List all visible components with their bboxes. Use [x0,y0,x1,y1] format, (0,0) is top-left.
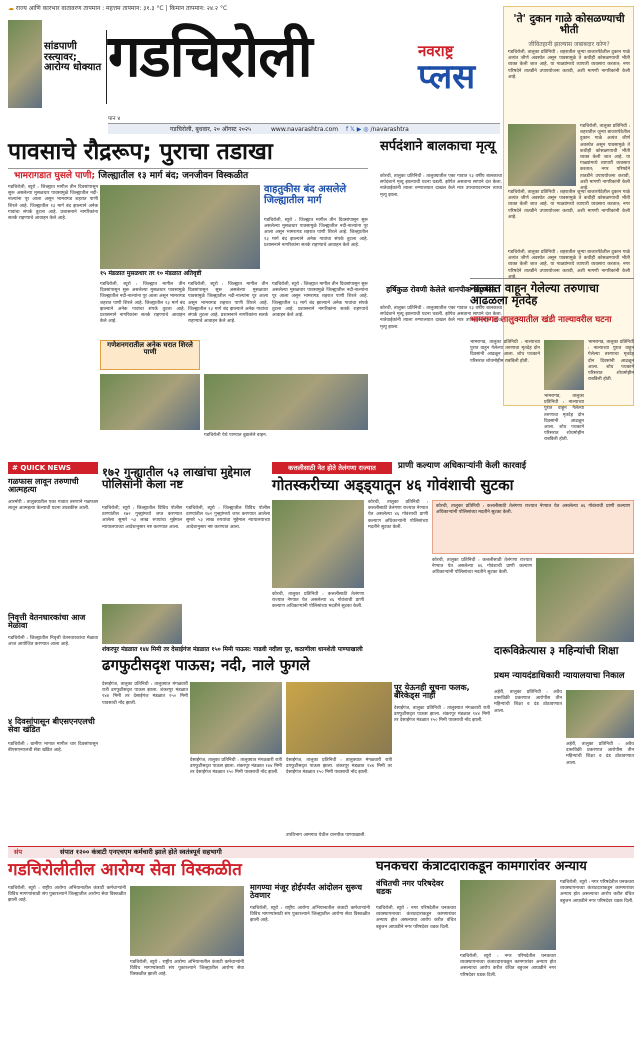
social-icons[interactable]: f 𝕏 ▶ ◎ [346,126,369,133]
strike-label: संप [14,848,23,856]
teaser-line-2: आरोग्य धोक्यात [44,62,102,73]
cattle-photo-2 [536,558,634,642]
drown-photo [544,340,584,390]
sidebar-photo [508,124,576,186]
liquor-body-2: अहेरी, तालुका प्रतिनिधी : अवैध दारूविक्री प्रकरणात आरोपीस तीन महिन्यांची शिक्षा व दंड ठोठावण्यात आला. [566,742,634,766]
sidebar-body-2: गडचिरोली, तालुका प्रतिनिधी : शहरातील जुन्या बाजारपेठेतील दुकान गाळे अत्यंत जीर्ण अवस्थेत असून पावसामुळे ते कधीही कोसळण्याची भीती व्यक्त केली जात आहे. या गाळ्यांमध्ये व्यापारी व्यवसाय करतात; नगर परिषदेने तातडीने उपाययोजना करावी, अशी मागणी नागरिकांनी केली आहे. [580,124,630,192]
drown-body-2: भामरागड, तालुका प्रतिनिधी : नाल्याच्या पुरात वाहून गेलेल्या तरुणाचा मृतदेह दोन दिवसांनी आढळून आला. शोध पथकाने परिसरात शोधमोहीम राबविली होती. [588,340,634,383]
rain2-caption: उपविभाग आमगाव येथील धानपीक पाण्याखाली. [286,833,366,838]
lead-body-col3: गडचिरोली, ब्यूरो : जिल्ह्यात मागील तीन दिवसांपासून सुरू असलेल्या मुसळधार पावसामुळे जिल्ह्यातील नदी-नाल्यांना पूर आला असून भामरागड शहरात पाणी शिरले आहे. जिल्ह्यातील १३ मार्ग बंद झाल्याने अनेक गावांचा संपर्क तुटला आहे. प्रशासनाने नागरिकांना सतर्क राहण्याचे आवाहन केले आहे. [188,282,268,325]
rain2-photo-1 [190,682,282,754]
gangesh-photo-2 [204,374,368,430]
teaser-line-1: सांडपाणी रस्त्यावर; [44,41,77,63]
lead-sub-dark: जिल्ह्यातील १३ मार्ग बंद; जनजीवन विस्कळीत [98,171,249,181]
lead-body-col4: गडचिरोली, ब्यूरो : जिल्ह्यात मागील तीन दिवसांपासून सुरू असलेल्या मुसळधार पावसामुळे जिल्ह्यातील नदी-नाल्यांना पूर आला असून भामरागड शहरात पाणी शिरले आहे. जिल्ह्यातील १३ मार्ग बंद झाल्याने अनेक गावांचा संपर्क तुटला आहे. प्रशासनाने नागरिकांना सतर्क राहण्याचे आवाहन केले आहे. [272,282,368,319]
snake-body-2: कोरची, तालुका प्रतिनिधी : तालुक्यातील एका गावात १३ वर्षीय बालकाचा सर्पदंशाने मृत्यू झाल्याची घटना घडली. झोपेत असताना सापाने दंश केला. नातेवाईकांनी त्याला रुग्णालयात दाखल केले मात्र उपचारादरम्यान त्याचा मृत्यू झाला. [380,306,502,330]
drown-headline[interactable]: नाल्यात वाहून गेलेल्या तरुणाचा आढळला मृतदेह [470,281,599,308]
snake-body: कोरची, तालुका प्रतिनिधी : तालुक्यातील एका गावात १३ वर्षीय बालकाचा सर्पदंशाने मृत्यू झाल्याची घटना घडली. झोपेत असताना सापाने दंश केला. नातेवाईकांनी त्याला रुग्णालयात दाखल केले मात्र उपचारादरम्यान त्याचा मृत्यू झाला. [380,174,502,198]
strike-body-2: गडचिरोली, ब्यूरो : राष्ट्रीय आरोग्य अभियानातील कंत्राटी कर्मचाऱ्यांनी विविध मागण्यांसाठी संप पुकारल्याने जिल्ह्यातील आरोग्य सेवा विस्कळीत झाली आहे. [250,906,370,924]
drown-rule [470,278,634,279]
strike-body-3: गडचिरोली, ब्यूरो : राष्ट्रीय आरोग्य अभियानातील कंत्राटी कर्मचाऱ्यांनी विविध मागण्यांसाठी संप पुकारल्याने जिल्ह्यातील आरोग्य सेवा विस्कळीत झाली आहे. [130,960,244,978]
header-teaser[interactable] [44,42,104,74]
rain2-headline[interactable]: ढगफुटीसदृश पाऊस; नदी, नाले फुगले [102,656,310,674]
cattle-body-3: कोरची, तालुका प्रतिनिधी : कत्तलीसाठी तेलंगणा राज्यात नेण्यात येत असलेल्या ४६ गोवंशाची प्राणी कल्याण अधिकाऱ्यांनी पोलिसांच्या मदतीने सुटका केली. [272,592,364,610]
quick-item-2-head[interactable]: निवृत्ती वेतनधारकांचा आज मेळावा [8,613,86,631]
weather-values: तापमान : महत्तम तापमान: ३१.३ °C | किमान तापमान: २४.२ °C [83,5,228,12]
strike-body: गडचिरोली, ब्यूरो : राष्ट्रीय आरोग्य अभियानातील कंत्राटी कर्मचाऱ्यांनी विविध मागण्यांसाठी संप पुकारल्याने जिल्ह्यातील आरोग्य सेवा विस्कळीत झाली आहे. [8,886,126,904]
hash-icon: # [12,464,18,472]
contract-headline[interactable]: घनकचरा कंत्राटदाराकडून कामगारांवर अन्याय [376,859,587,874]
quick-news-text: QUICK NEWS [20,464,71,472]
lead-headline[interactable]: पावसाचे रौद्ररूप; पुराचा तडाखा [8,139,273,165]
snake-headline[interactable]: सर्पदंशाने बालकाचा मृत्यू [380,139,496,154]
rain2-photo-2 [286,682,392,754]
lead-caption: १५ मंडळात मुसळधार तर १० मंडळात अतिवृष्टी [100,270,202,277]
weather-icon: ☁ [8,5,14,12]
masthead: गडचिरोली [108,22,312,90]
strike-subhead: मागण्या मंजूर होईपर्यंत आंदोलन सुरूच ठेवणार [250,883,363,901]
strike-photo [130,886,244,956]
lead-body-col1: गडचिरोली, ब्यूरो : जिल्ह्यात मागील तीन दिवसांपासून सुरू असलेल्या मुसळधार पावसामुळे जिल्ह्यातील नदी-नाल्यांना पूर आला असून भामरागड शहरात पाणी शिरले आहे. जिल्ह्यातील १३ मार्ग बंद झाल्याने अनेक गावांचा संपर्क तुटला आहे. प्रशासनाने नागरिकांना सतर्क राहण्याचे आवाहन केले आहे. [8,185,98,222]
lead-body-col2: गडचिरोली, ब्यूरो : जिल्ह्यात मागील तीन दिवसांपासून सुरू असलेल्या मुसळधार पावसामुळे जिल्ह्यातील नदी-नाल्यांना पूर आला असून भामरागड शहरात पाणी शिरले आहे. जिल्ह्यातील १३ मार्ग बंद झाल्याने अनेक गावांचा संपर्क तुटला आहे. प्रशासनाने नागरिकांना सतर्क राहण्याचे आवाहन केले आहे. [100,282,185,325]
strike-text: संपात १२०० कंत्राटी एनएचएम कर्मचारी झाले होते स्वतंत्रपूर्व सहभागी [60,848,222,856]
quick-item-1-head[interactable]: गळफास लावून तरुणाची आत्महत्या [8,477,79,495]
drown-body-3: भामरागड, तालुका प्रतिनिधी : नाल्याच्या पुरात वाहून गेलेल्या तरुणाचा मृतदेह दोन दिवसांनी आढळून आला. शोध पथकाने परिसरात शोधमोहीम राबविली होती. [544,394,584,443]
sidebar-body-4: गडचिरोली, तालुका प्रतिनिधी : शहरातील जुन्या बाजारपेठेतील दुकान गाळे अत्यंत जीर्ण अवस्थेत असून पावसामुळे ते कधीही कोसळण्याची भीती व्यक्त केली जात आहे. या गाळ्यांमध्ये व्यापारी व्यवसाय करतात; नगर परिषदेने तातडीने उपाययोजना करावी, अशी मागणी नागरिकांनी केली [508,250,630,274]
lead-rule [8,168,368,169]
contract-body: गडचिरोली, ब्यूरो : नगर परिषदेतील घनकचरा व्यवस्थापनाच्या कंत्राटदाराकडून कामगारांवर अन्याय होत असल्याचा आरोप करीत वंचित बहुजन आघाडीने नगर परिषदेवर धडक दिली. [376,906,456,930]
cattle-photo [272,500,364,588]
quick-item-2-body: गडचिरोली : जिल्ह्यातील निवृत्ती वेतनधारकांचा मेळावा आज आयोजित करण्यात आला आहे. [8,636,98,648]
gangesh-photo-1 [100,374,200,430]
quick-news-label [8,462,98,474]
social-handle[interactable]: /navarashtra [370,126,409,133]
weather-label: राज्य आणि कारभार वातावरण [15,5,82,12]
snake-subhead: हर्षिकुळ रोवणी केलेले धानपीक उद्ध्वस्त [386,285,496,294]
page-number: पान ४ [108,116,121,122]
liquor-headline[interactable]: दारूविक्रेत्यास ३ महिन्यांची शिक्षा [494,645,619,657]
website-link[interactable]: www.navarashtra.com [271,126,339,133]
liquor-photo [566,690,634,738]
contract-photo [460,880,556,950]
drown-spacer [472,240,634,241]
lead-photo [100,185,260,269]
teaser-photo [8,20,42,108]
header-divider [106,30,107,104]
dateline: गडचिरोली, बुधवार, २० ऑगस्ट २०२५ [170,126,252,133]
contract-body-2: गडचिरोली, ब्यूरो : नगर परिषदेतील घनकचरा व्यवस्थापनाच्या कंत्राटदाराकडून कामगारांवर अन्याय होत असल्याचा आरोप करीत वंचित बहुजन आघाडीने नगर परिषदेवर धडक दिली. [560,880,634,904]
gangesh-caption: गडचिरोली येथे पाण्यात बुडालेले वाहन. [204,433,268,438]
lead-side-head: वाहतुकीस बंद असलेले जिल्ह्यातील मार्ग [264,184,347,206]
cattle-kicker: कत्तलीसाठी नेत होते तेलंगणा राज्यात [272,462,392,474]
quick-item-3-head[interactable]: ४ दिवसांपासून बीएसएनएलची सेवा खंडित [8,717,95,735]
quick-item-1-body: आरमोरी : तालुक्यातील एका गावात तरुणाने गळफास लावून आत्महत्या केल्याची घटना उघडकीस आली. [8,500,98,512]
sidebar-body: गडचिरोली, तालुका प्रतिनिधी : शहरातील जुन्या बाजारपेठेतील दुकान गाळे अत्यंत जीर्ण अवस्थेत असून पावसामुळे ते कधीही कोसळण्याची भीती व्यक्त केली जात आहे. या गाळ्यांमध्ये व्यापारी व्यवसाय करतात; नगर परिषदेने तातडीने उपाययोजना करावी, अशी मागणी नागरिकांनी केली आहे. [508,50,630,80]
dateline-bar [108,123,500,134]
drown-body: भामरागड, तालुका प्रतिनिधी : नाल्याच्या पुरात वाहून गेलेल्या तरुणाचा मृतदेह दोन दिवसांनी आढळून आला. शोध पथकाने परिसरात शोधमोहीम राबविली होती. [470,340,540,364]
cattle-box-body: कोरची, तालुका प्रतिनिधी : कत्तलीसाठी तेलंगणा राज्यात नेण्यात येत असलेल्या ४६ गोवंशाची प्राणी कल्याण अधिकाऱ्यांनी पोलिसांच्या मदतीने सुटका केली. [436,504,630,516]
gangesh-label: गणेशनगरातील अनेक घरात शिरले पाणी [107,341,193,357]
rain2-strap: शंकरपूर मंडळात १४४ मिमी तर देसाईगंज मंडळात १५० मिमी पाऊस: गाढवी नदीला पूर, कठाणीला धानशेती पाण्याखाली [102,646,363,653]
rain2-body-4: देसाईगंज, तालुका प्रतिनिधी : तालुक्यात मंगळवारी रात्री ढगफुटीसदृश पाऊस झाला. शंकरपूर मंडळात १४४ मिमी तर देसाईगंज मंडळात १५० मिमी पावसाची नोंद झाली. [286,758,392,776]
strike-headline[interactable]: गडचिरोलीतील आरोग्य सेवा विस्कळीत [8,860,242,880]
destroy-photo [102,604,182,644]
sidebar-title: 'ते' दुकान गाळे कोसळण्याची भीती [513,13,625,37]
drown-subhead: भामरागड तालुक्यातील खंडी नाल्यावरील घटना [470,315,612,325]
rain2-body: देसाईगंज, तालुका प्रतिनिधी : तालुक्यात मंगळवारी रात्री ढगफुटीसदृश पाऊस झाला. शंकरपूर मंडळात १४४ मिमी तर देसाईगंज मंडळात १५० मिमी पावसाची नोंद झाली. [102,682,188,706]
rain2-subhead: पूर येऊनही सूचना फलक, बॅरिकेड्स नाही [394,683,470,701]
contract-subhead: वंचितची नगर परिषदेवर धडक [376,879,444,897]
rain2-body-3: देसाईगंज, तालुका प्रतिनिधी : तालुक्यात मंगळवारी रात्री ढगफुटीसदृश पाऊस झाला. शंकरपूर मंडळात १४४ मिमी तर देसाईगंज मंडळात १५० मिमी पावसाची नोंद झाली. [190,758,282,776]
quick-item-3-body: गडचिरोली : ग्रामीण भागात मागील चार दिवसांपासून बीएसएनएलची सेवा खंडित आहे. [8,742,98,754]
lead-subhead [14,172,374,181]
cattle-extra-head: प्राणी कल्याण अधिकाऱ्यांनी केली कारवाई [398,461,527,471]
weather-bar [8,4,328,14]
cattle-headline[interactable]: गोतस्करीच्या अड्ड्यातून ४६ गोवंशाची सुटका [272,476,514,494]
cattle-body: कोरची, तालुका प्रतिनिधी : कत्तलीसाठी तेलंगणा राज्यात नेण्यात येत असलेल्या ४६ गोवंशाची प्राणी कल्याण अधिकाऱ्यांनी पोलिसांच्या मदतीने सुटका केली. [368,500,428,530]
lead-sub-red: भामरागडात घुसले पाणी; [14,171,96,181]
lead-side-body: गडचिरोली, ब्यूरो : जिल्ह्यात मागील तीन दिवसांपासून सुरू असलेल्या मुसळधार पावसामुळे जिल्ह्यातील नदी-नाल्यांना पूर आला असून भामरागड शहरात पाणी शिरले आहे. जिल्ह्यातील १३ मार्ग बंद झाल्याने अनेक गावांचा संपर्क तुटला आहे. प्रशासनाने नागरिकांना सतर्क राहण्याचे आवाहन केले आहे. [264,218,368,248]
brand-bottom: प्लस [418,57,476,97]
rain2-body-2: देसाईगंज, तालुका प्रतिनिधी : तालुक्यात मंगळवारी रात्री ढगफुटीसदृश पाऊस झाला. शंकरपूर मंडळात १४४ मिमी तर देसाईगंज मंडळात १५० मिमी पावसाची नोंद झाली. [394,706,490,724]
destroy-body-2: गडचिरोली, ब्यूरो : जिल्ह्यातील विविध पोलीस ठाण्यांतील १७२ गुन्ह्यांमध्ये जप्त करण्यात आलेला सुमारे ५३ लाख रुपयांचा मुद्देमाल न्यायालयाच्या आदेशानुसार नष्ट करण्यात आला. [186,506,270,530]
cattle-body-2: कोरची, तालुका प्रतिनिधी : कत्तलीसाठी तेलंगणा राज्यात नेण्यात येत असलेल्या ४६ गोवंशाची प्राणी कल्याण अधिकाऱ्यांनी पोलिसांच्या मदतीने सुटका केली. [432,558,532,576]
destroy-headline[interactable]: १७२ गुन्ह्यातील ५३ लाखांचा मुद्देमाल पोलिसांनी केला नष्ट [102,465,251,492]
liquor-subhead: प्रथम न्यायदंडाधिकारी न्यायालयाचा निकाल [494,671,625,681]
sidebar-body-3: गडचिरोली, तालुका प्रतिनिधी : शहरातील जुन्या बाजारपेठेतील दुकान गाळे अत्यंत जीर्ण अवस्थेत असून पावसामुळे ते कधीही कोसळण्याची भीती व्यक्त केली जात आहे. या गाळ्यांमध्ये व्यापारी व्यवसाय करतात; नगर परिषदेने तातडीने उपाययोजना करावी, अशी मागणी नागरिकांनी केली आहे. [508,190,630,220]
sidebar-subtitle: जीवितहानी झाल्यास जबाबदार कोण? [528,41,610,48]
contract-body-3: गडचिरोली, ब्यूरो : नगर परिषदेतील घनकचरा व्यवस्थापनाच्या कंत्राटदाराकडून कामगारांवर अन्याय होत असल्याचा आरोप करीत वंचित बहुजन आघाडीने नगर परिषदेवर धडक दिली. [460,954,556,978]
destroy-body: गडचिरोली, ब्यूरो : जिल्ह्यातील विविध पोलीस ठाण्यांतील १७२ गुन्ह्यांमध्ये जप्त करण्यात आलेला सुमारे ५३ लाख रुपयांचा मुद्देमाल न्यायालयाच्या आदेशानुसार नष्ट करण्यात आला. [102,506,182,530]
liquor-body: अहेरी, तालुका प्रतिनिधी : अवैध दारूविक्री प्रकरणात आरोपीस तीन महिन्यांची शिक्षा व दंड ठोठावण्यात आला. [494,690,562,714]
brand-top: नवराष्ट्र [418,42,454,60]
